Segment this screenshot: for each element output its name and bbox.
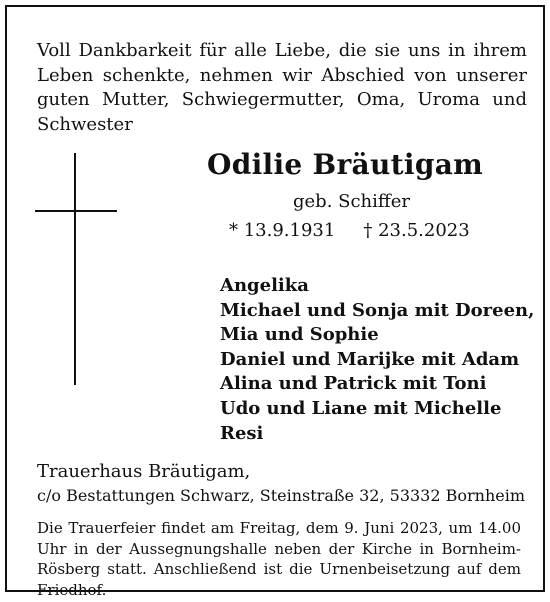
list-item: Resi	[220, 422, 264, 444]
maiden-name: geb. Schiffer	[293, 191, 410, 212]
list-item: Mia und Sophie	[220, 324, 379, 346]
death-date: † 23.5.2023	[363, 220, 470, 241]
list-item: Udo und Liane mit Michelle	[220, 397, 502, 419]
cross-vertical-bar	[74, 153, 76, 385]
deceased-name: Odilie Bräutigam	[207, 148, 484, 181]
funeral-home-address: c/o Bestattungen Schwarz, Steinstraße 32, 53332 Bornheim	[37, 486, 526, 505]
mourners-list	[220, 274, 534, 446]
list-item: Angelika	[220, 275, 309, 296]
list-item: Alina und Patrick mit Toni	[220, 373, 487, 395]
ceremony-details: Die Trauerfeier findet am Freitag, dem 9. Juni 2023, um 14.00 Uhr in der Aussegnungshalle neben der Kirche in Bornheim-Rösberg statt. Anschließend ist die Urnenbeisetzung auf dem Friedhof.	[37, 519, 521, 599]
list-item: Daniel und Marijke mit Adam	[220, 348, 520, 370]
cross-horizontal-bar	[35, 210, 117, 212]
birth-date: * 13.9.1931	[229, 220, 336, 241]
list-item: Michael und Sonja mit Doreen,	[220, 299, 535, 321]
obituary-notice	[5, 5, 545, 599]
life-dates	[229, 219, 470, 243]
mourning-house: Trauerhaus Bräutigam,	[37, 461, 251, 482]
intro-text: Voll Dankbarkeit für alle Liebe, die sie uns in ihrem Leben schenkte, nehmen wir Abschied von unserer guten Mutter, Schwiegermutter, Oma, Uroma und Schwester	[37, 40, 527, 135]
